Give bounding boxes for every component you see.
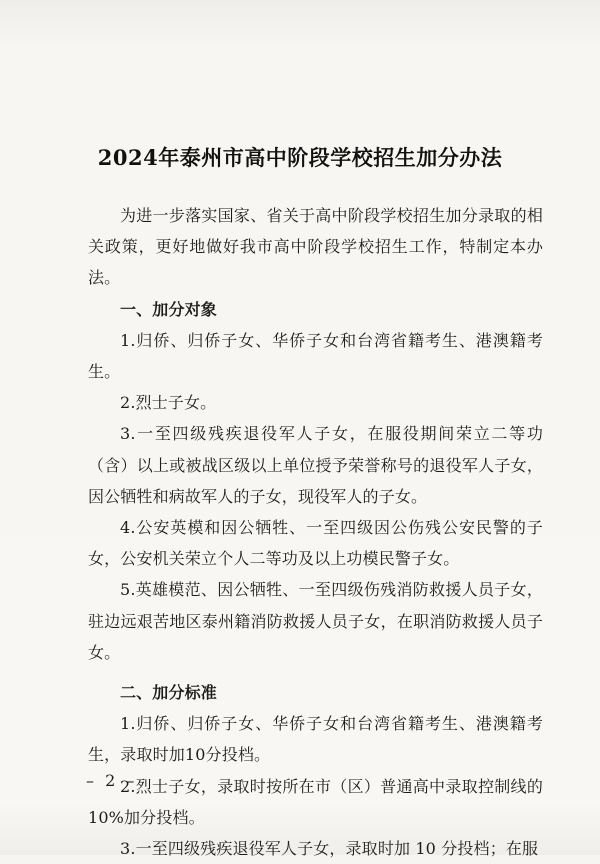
document-body — [88, 200, 543, 864]
intro-paragraph: 为进一步落实国家、省关于高中阶段学校招生加分录取的相关政策，更好地做好我市高中阶段学校招生工作，特制定本办法。 — [88, 206, 543, 288]
section2-item-2: 2.烈士子女，录取时按所在市（区）普通高中录取控制线的10%加分投档。 — [88, 776, 543, 827]
section1-item-4: 4.公安英模和因公牺牲、一至四级因公伤残公安民警的子女，公安机关荣立个人二等功及以上功模民警子女。 — [88, 518, 543, 569]
section-heading-1: 一、加分对象 — [120, 299, 217, 319]
section1-item-5: 5.英雄模范、因公牺牲、一至四级伤残消防救援人员子女，驻边远艰苦地区泰州籍消防救援人员子女，在职消防救援人员子女。 — [88, 580, 543, 662]
section2-item-3: 3.一至四级残疾退役军人子女，录取时加 10 分投档；在服 — [120, 839, 539, 859]
section1-item-1: 1.归侨、归侨子女、华侨子女和台湾省籍考生、港澳籍考生。 — [88, 330, 543, 382]
page-number: – 2 – — [86, 771, 138, 790]
section1-item-3: 3.一至四级残疾退役军人子女，在服役期间荣立二等功（含）以上或被战区级以上单位授予荣誉称号的退役军人子女，因公牺牲和病故军人的子女，现役军人的子女。 — [88, 424, 543, 506]
section2-item-1: 1.归侨、归侨子女、华侨子女和台湾省籍考生、港澳籍考生，录取时加10分投档。 — [88, 714, 543, 765]
section-heading-2: 二、加分标准 — [120, 683, 217, 703]
section-gap — [88, 668, 543, 677]
section1-item-2: 2.烈士子女。 — [120, 393, 217, 413]
document-title: 2024年泰州市高中阶段学校招生加分办法 — [97, 145, 503, 170]
